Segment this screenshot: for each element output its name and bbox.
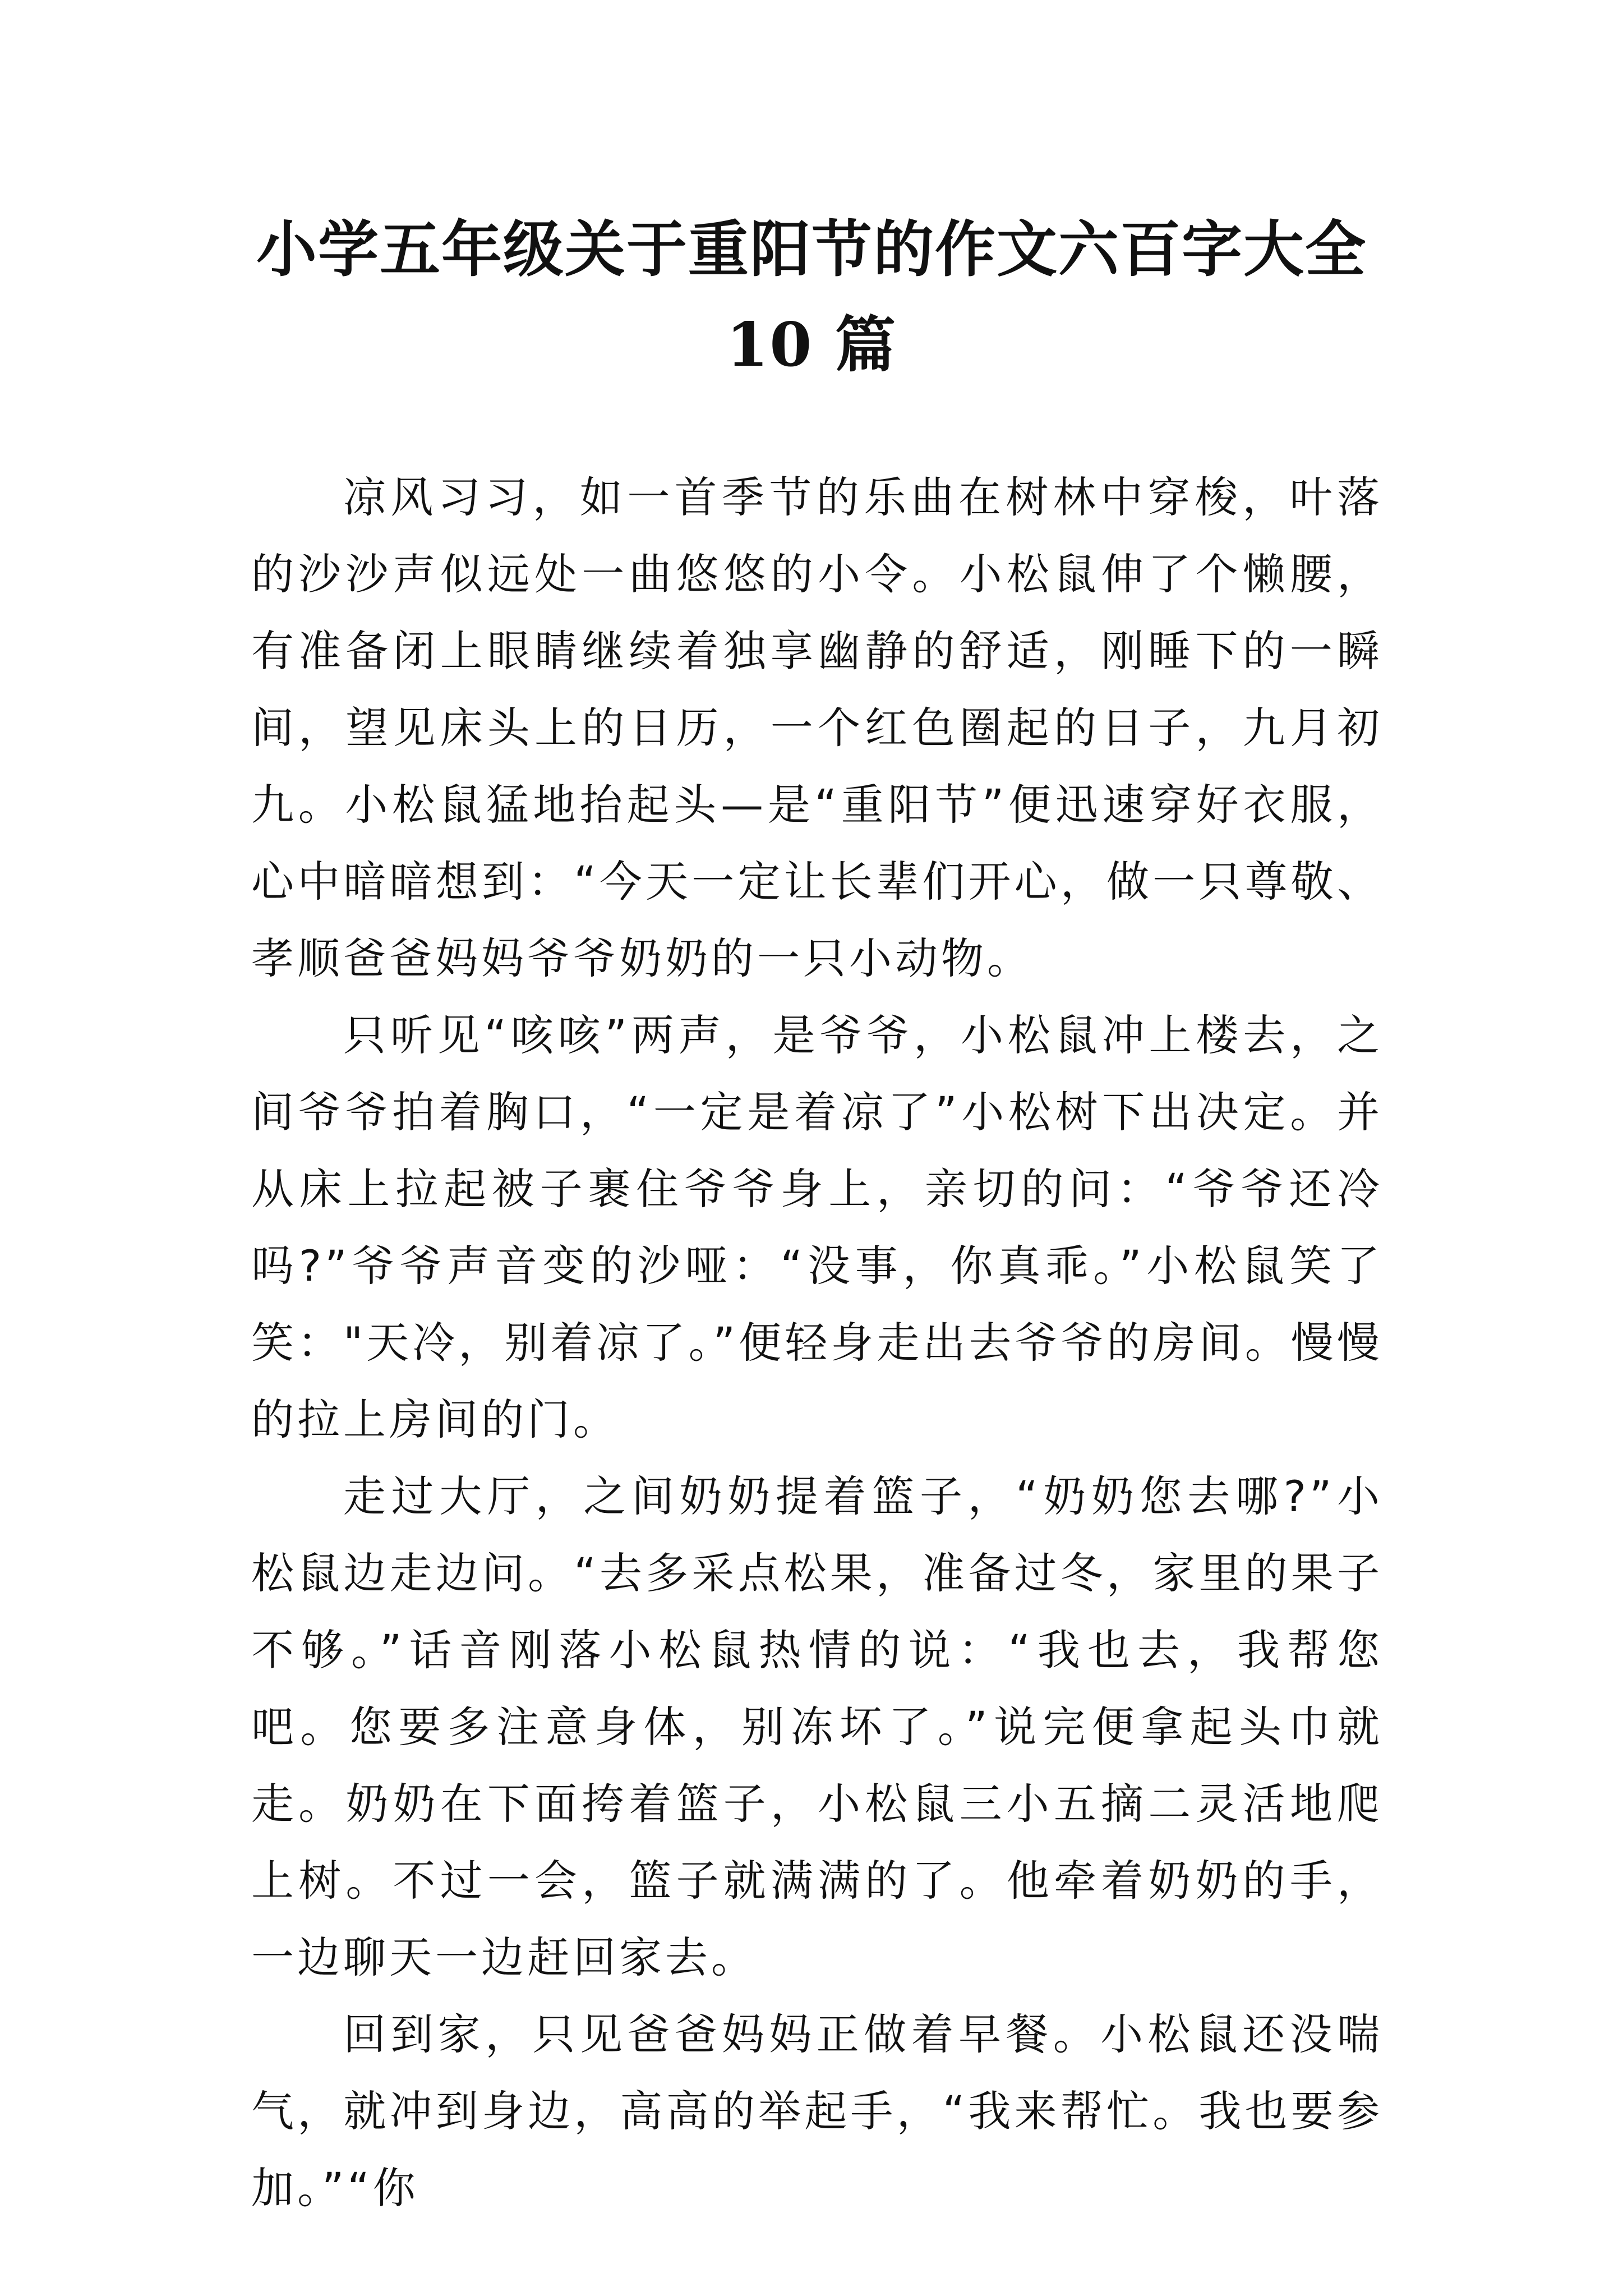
document-title <box>168 202 1455 393</box>
title-line-2: 10 篇 <box>726 310 897 380</box>
paragraph-3: 走过大厅，之间奶奶提着篮子，“奶奶您去哪?”小松鼠边走边问。“去多采点松果，准备过冬，家里的果子不够。”话音刚落小松鼠热情的说：“我也去，我帮您吧。您要多注意身体，别冻坏了。”说完便拿起头巾就走。奶奶在下面挎着篮子，小松鼠三小五摘二灵活地爬上树。不过一会，篮子就满满的了。他牵着奶奶的手，一边聊天一边赶回家去。 <box>251 1471 1383 1982</box>
paragraph-2: 只听见“咳咳”两声，是爷爷，小松鼠冲上楼去，之间爷爷拍着胸口，“一定是着凉了”小松树下出决定。并从床上拉起被子裹住爷爷身上，亲切的问：“爷爷还冷吗?”爷爷声音变的沙哑：“没事，你真乖。”小松鼠笑了笑："天冷，别着凉了。”便轻身走出去爷爷的房间。慢慢的拉上房间的门。 <box>251 1010 1383 1444</box>
paragraph-4: 回到家，只见爸爸妈妈正做着早餐。小松鼠还没喘气，就冲到身边，高高的举起手，“我来帮忙。我也要参加。”“你 <box>251 2009 1383 2213</box>
title-line-1: 小学五年级关于重阳节的作文六百字大全 <box>256 214 1367 285</box>
document-body <box>251 459 1383 2226</box>
paragraph-1: 凉风习习，如一首季节的乐曲在树林中穿梭，叶落的沙沙声似远处一曲悠悠的小令。小松鼠伸了个懒腰，有准备闭上眼睛继续着独享幽静的舒适，刚睡下的一瞬间，望见床头上的日历，一个红色圈起的日子，九月初九。小松鼠猛地抬起头—是“重阳节”便迅速穿好衣服，心中暗暗想到：“今天一定让长辈们开心，做一只尊敬、孝顺爸爸妈妈爷爷奶奶的一只小动物。 <box>251 472 1383 983</box>
